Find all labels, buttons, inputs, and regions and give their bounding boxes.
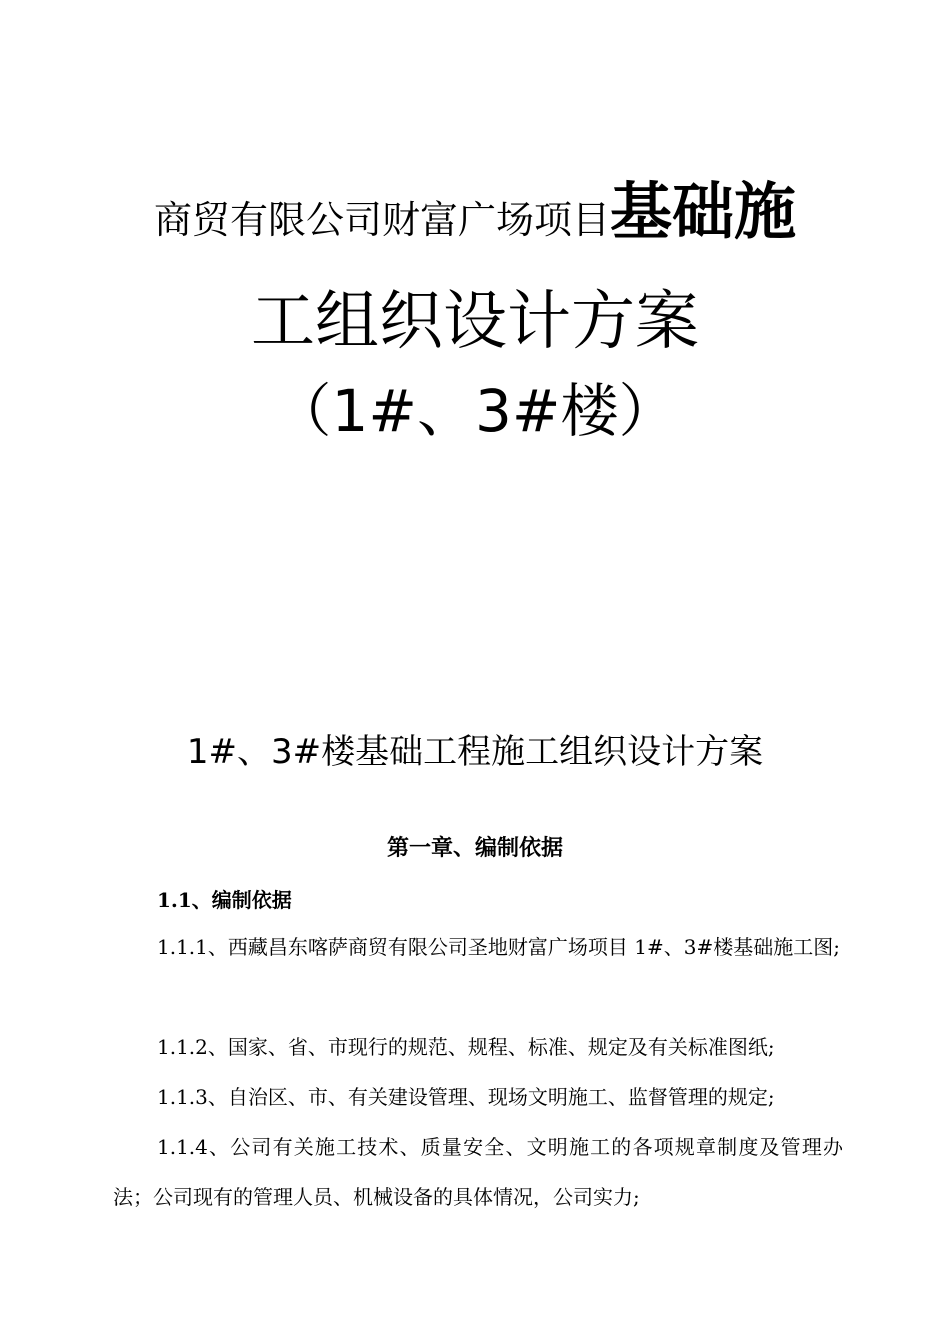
document-title-line-3: （1#、3#楼） xyxy=(273,377,677,445)
document-title-line-2: 工组织设计方案 xyxy=(251,285,699,359)
paragraph-1-1-2: 1.1.2、国家、省、市现行的规范、规程、标准、规定及有关标准图纸; xyxy=(157,1035,775,1059)
document-title-line-1 xyxy=(0,162,950,251)
title-large-text: 基础施 xyxy=(610,175,797,248)
title-company-text: 商贸有限公司财富广场项目 xyxy=(153,198,610,242)
chapter-heading: 第一章、编制依据 xyxy=(386,835,563,861)
paragraph-1-1-4: 1.1.4、公司有关施工技术、质量安全、文明施工的各项规章制度及管理办法；公司现有的管理人员、机械设备的具体情况，公司实力; xyxy=(113,1135,843,1209)
document-subtitle: 1#、3#楼基础工程施工组织设计方案 xyxy=(186,732,764,772)
section-heading: 1.1、编制依据 xyxy=(157,888,292,912)
paragraph-1-1-1: 1.1.1、西藏昌东喀萨商贸有限公司圣地财富广场项目 1#、3#楼基础施工图; xyxy=(157,935,840,959)
paragraph-1-1-3: 1.1.3、自治区、市、有关建设管理、现场文明施工、监督管理的规定; xyxy=(157,1085,775,1109)
